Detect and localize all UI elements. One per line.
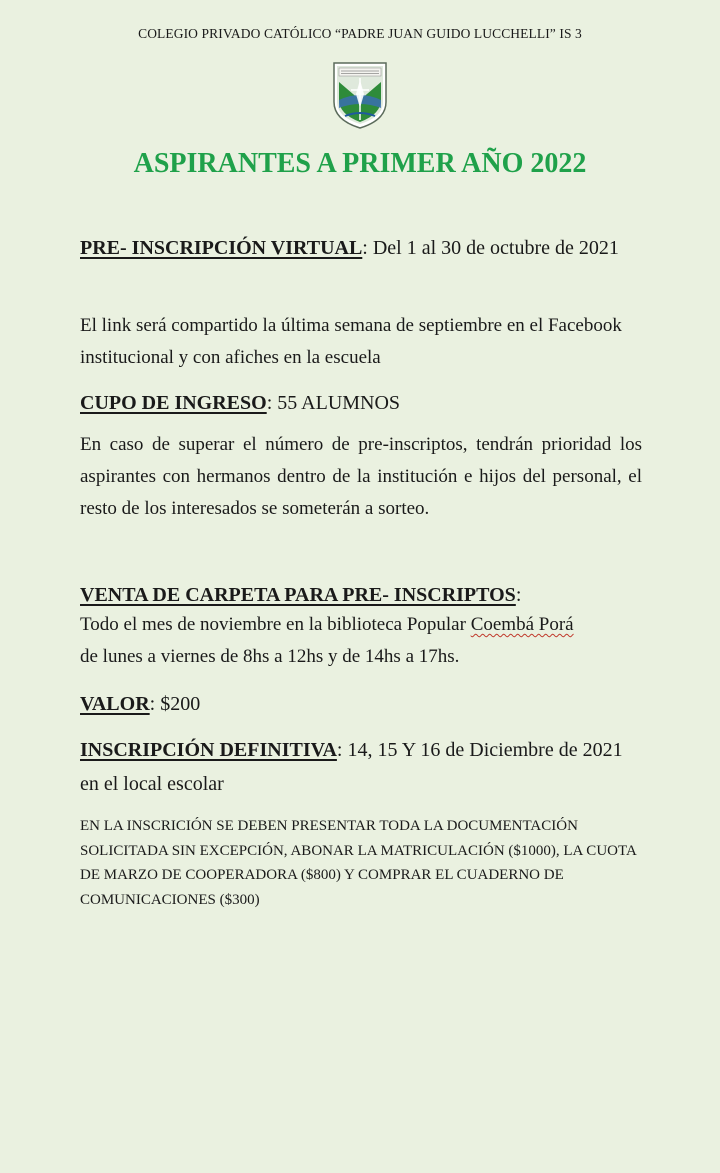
cupo-note: En caso de superar el número de pre-inscriptos, tendrán prioridad los aspirantes con hermanos dentro de la institución e hijos del personal, el resto de los interesados se someterán a sorteo. [80, 434, 642, 519]
venta-section [80, 579, 642, 673]
venta-heading-line [80, 579, 642, 611]
definitiva-line [80, 733, 642, 801]
valor-value: : $200 [149, 693, 201, 715]
venta-colon: : [515, 584, 522, 606]
valor-heading: VALOR [80, 693, 150, 715]
pre-inscripcion-dates: : Del 1 al 30 de octubre de 2021 [362, 237, 619, 259]
definitiva-dates: : 14, 15 Y 16 de Diciembre de 2021 en el local escolar [80, 739, 623, 795]
definitiva-note: EN LA INSCRICIÓN SE DEBEN PRESENTAR TODA LA DOCUMENTACIÓN SOLICITADA SIN EXCEPCIÓN, ABONAR LA MATRICULACIÓN ($1000), LA CUOTA DE MARZO DE COOPERADORA ($800) Y COMPRAR EL CUADERNO DE COMUNICACIONES ($300) [80, 818, 636, 908]
school-crest-icon [331, 60, 389, 130]
definitiva-heading: INSCRIPCIÓN DEFINITIVA [80, 739, 337, 761]
venta-line-2: de lunes a viernes de 8hs a 12hs y de 14hs a 17hs. [80, 646, 460, 667]
pre-inscripcion-heading: PRE- INSCRIPCIÓN VIRTUAL [80, 237, 363, 259]
pre-inscripcion-section [80, 232, 642, 265]
cupo-heading: CUPO DE INGRESO [80, 392, 267, 414]
school-name: COLEGIO PRIVADO CATÓLICO “PADRE JUAN GUIDO LUCCHELLI” IS 3 [138, 26, 582, 41]
venta-heading: VENTA DE CARPETA PARA PRE- INSCRIPTOS [80, 584, 516, 606]
definitiva-section [80, 733, 642, 801]
valor-line [80, 688, 642, 720]
cupo-value: : 55 ALUMNOS [266, 392, 401, 414]
cupo-section [80, 387, 642, 419]
cupo-line [80, 387, 642, 419]
page-title: ASPIRANTES A PRIMER AÑO 2022 [133, 148, 587, 179]
venta-line-1 [80, 609, 642, 641]
pre-inscripcion-line [80, 232, 642, 265]
pre-inscripcion-note-block [80, 310, 642, 374]
valor-section [80, 688, 642, 720]
definitiva-note-block [80, 814, 640, 912]
venta-line-start: Todo el mes de noviembre en la biblioteca Popular [80, 614, 471, 635]
cupo-note-block [80, 429, 642, 525]
library-name: Coembá Porá [470, 614, 574, 635]
pre-inscripcion-note: El link será compartido la última semana de septiembre en el Facebook institucional y con afiches en la escuela [80, 315, 622, 368]
